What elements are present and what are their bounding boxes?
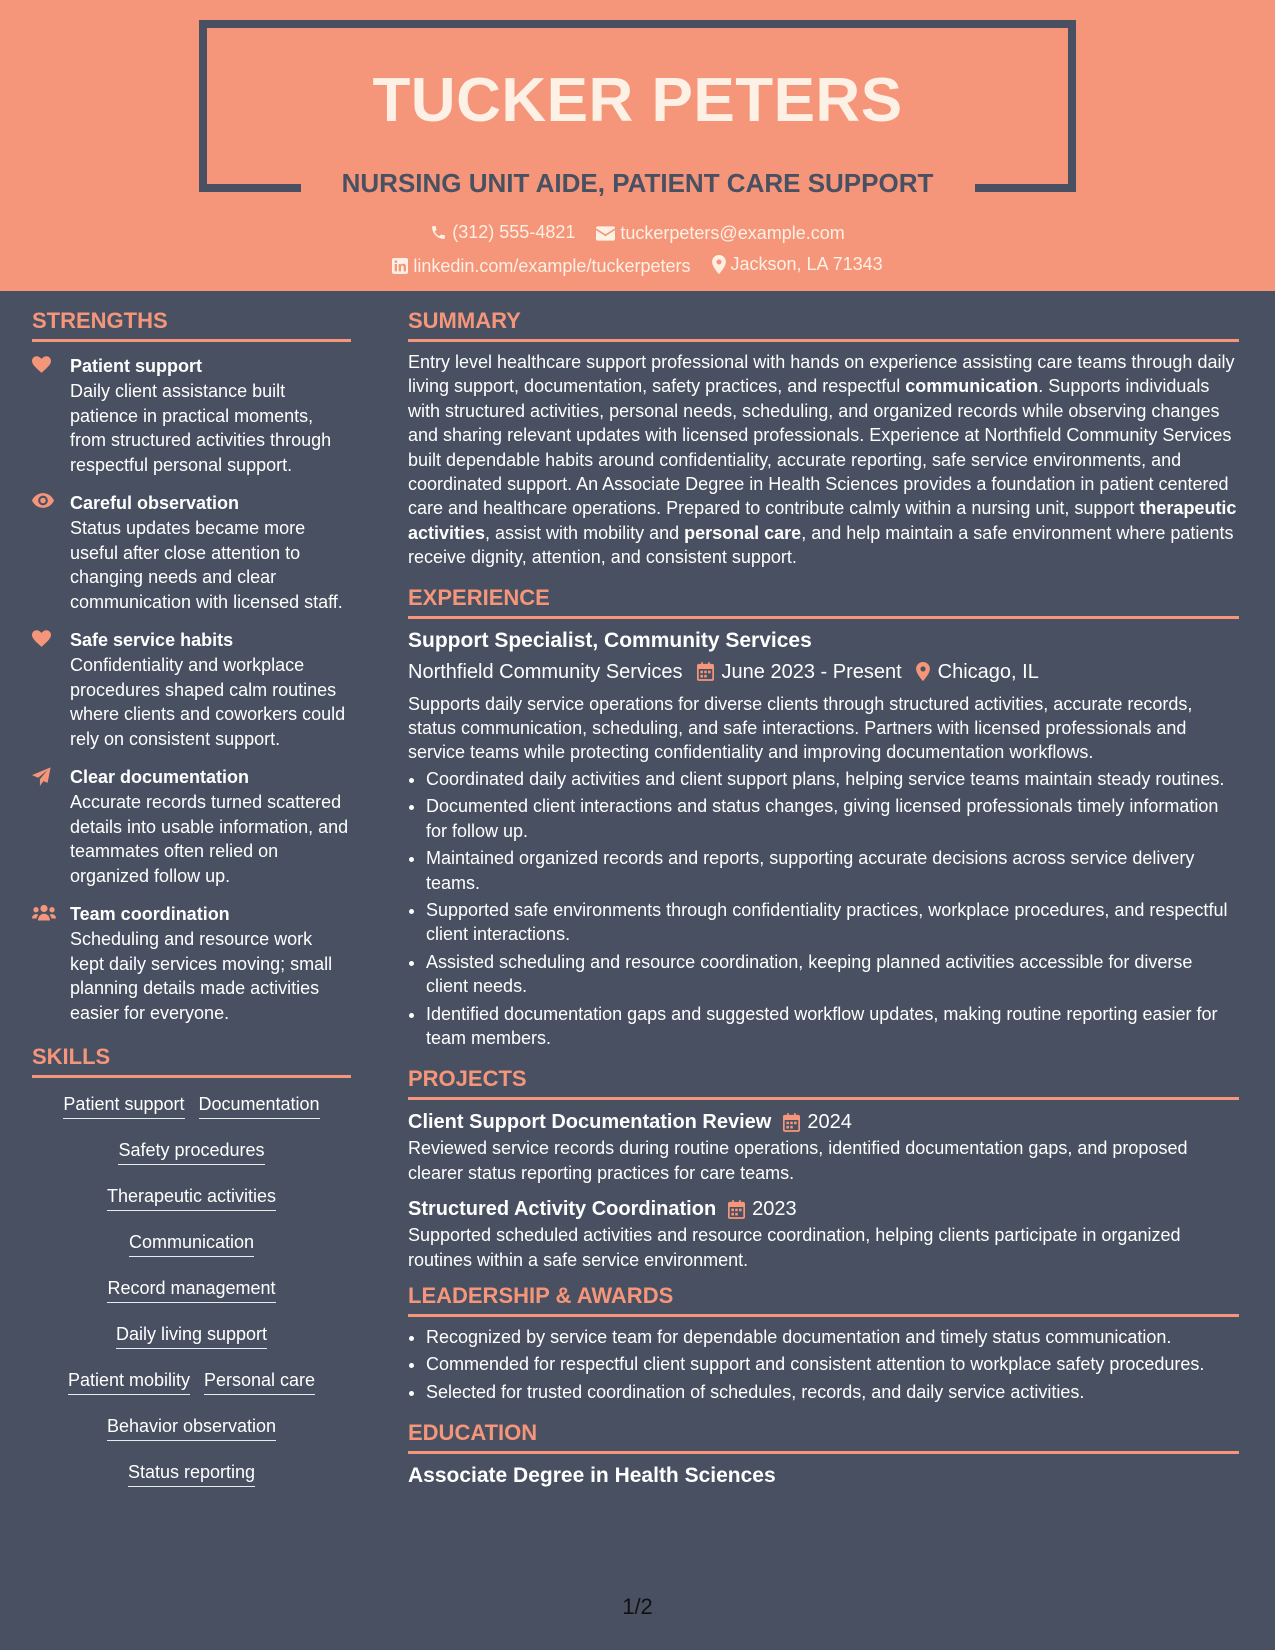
- linkedin-text: linkedin.com/example/tuckerpeters: [413, 255, 691, 276]
- skills-heading: SKILLS: [32, 1043, 351, 1078]
- strength-description: Scheduling and resource work kept daily services moving; small planning details made activities easier for everyone.: [70, 929, 333, 1023]
- skill-tag: Therapeutic activities: [107, 1184, 276, 1211]
- email-contact[interactable]: [596, 221, 844, 245]
- skill-tag: Documentation: [199, 1092, 320, 1119]
- skill-tag: Daily living support: [116, 1322, 267, 1349]
- location-contact: [712, 252, 883, 276]
- company-name: Northfield Community Services: [408, 660, 683, 683]
- summary-keyword: therapeutic activities: [408, 498, 1237, 543]
- projects-heading: PROJECTS: [408, 1065, 1239, 1100]
- project-description: Supported scheduled activities and resource coordination, helping clients participate in organized routines within a safe service environment.: [408, 1225, 1181, 1270]
- strength-description: Daily client assistance built patience in practical moments, from structured activities through respectful personal support.: [70, 381, 332, 475]
- left-column: [32, 291, 351, 1506]
- strength-heading: Team coordination: [70, 904, 230, 924]
- linkedin-contact[interactable]: [392, 254, 690, 278]
- list-item: • Coordinated daily activities and client support plans, helping service teams maintain steady routines.: [426, 767, 1239, 791]
- strength-description: Accurate records turned scattered details into usable information, and teammates often relied on organized follow up.: [70, 792, 349, 886]
- resume-header: [0, 0, 1275, 291]
- location-text: Jackson, LA 71343: [730, 254, 883, 274]
- leadership-heading: LEADERSHIP & AWARDS: [408, 1282, 1239, 1317]
- skill-tag: Patient mobility: [68, 1368, 190, 1395]
- strength-item: [32, 354, 351, 477]
- project-description: Reviewed service records during routine operations, identified documentation gaps, and proposed clearer status reporting practices for care teams.: [408, 1138, 1188, 1183]
- skill-tag: Behavior observation: [107, 1414, 276, 1441]
- strength-item: [32, 902, 351, 1025]
- job-bullets: [408, 767, 1239, 1050]
- contact-row-2: [0, 252, 1275, 280]
- strength-heading: Clear documentation: [70, 767, 250, 787]
- skill-tag: Safety procedures: [118, 1138, 264, 1165]
- eye-icon: [32, 493, 54, 508]
- right-column: [408, 291, 1239, 1490]
- job-dates: June 2023 - Present: [697, 658, 902, 686]
- list-item: • Maintained organized records and reports, supporting accurate decisions across service delivery teams.: [426, 846, 1239, 895]
- heart-icon: [32, 630, 51, 647]
- project-heading: [408, 1195, 1239, 1223]
- skill-tag: Record management: [107, 1276, 275, 1303]
- skill-tag: Status reporting: [128, 1460, 255, 1487]
- education-degree: Associate Degree in Health Sciences: [408, 1464, 776, 1488]
- list-item: • Assisted scheduling and resource coordination, keeping planned activities accessible for diverse client needs.: [426, 950, 1239, 999]
- calendar-icon: [728, 1200, 745, 1219]
- project-name: Structured Activity Coordination: [408, 1198, 717, 1221]
- phone-icon: [430, 224, 447, 241]
- users-icon: [32, 904, 56, 921]
- skill-tag: Personal care: [204, 1368, 315, 1395]
- calendar-icon: [697, 662, 714, 681]
- summary-text: Entry level healthcare support professional with hands on experience assisting care teams through daily living support, documentation, safety practices, and respectful communication. Supports individuals with structured activities, personal needs, scheduling, and organized records while observing changes and sharing relevant updates with licensed professionals. Experience at Northfield Community Services built dependable habits around confidentiality, accurate reporting, safe service environments, and coordinated support. An Associate Degree in Health Sciences provides a foundation in patient centered care and healthcare operations. Prepared to contribute calmly within a nursing unit, support therapeutic activities, assist with mobility and personal care, and help maintain a safe environment where patients receive dignity, attention, and consistent support.: [408, 352, 1237, 568]
- education-heading: EDUCATION: [408, 1419, 1239, 1454]
- list-item: • Identified documentation gaps and suggested workflow updates, making routine reporting easier for team members.: [426, 1002, 1239, 1051]
- list-item: • Recognized by service team for dependable documentation and timely status communication.: [426, 1325, 1239, 1349]
- page-number: 1/2: [622, 1594, 653, 1619]
- phone-text: (312) 555-4821: [452, 222, 576, 242]
- job-description: Supports daily service operations for diverse clients through structured activities, accurate records, status communication, scheduling, and safe interactions. Partners with licensed professionals and service teams while protecting confidentiality and improving documentation workflows.: [408, 693, 1193, 763]
- strength-heading: Patient support: [70, 356, 203, 376]
- list-item: • Selected for trusted coordination of schedules, records, and daily service activities.: [426, 1380, 1239, 1404]
- map-pin-icon: [712, 255, 726, 274]
- leadership-bullets: [408, 1325, 1239, 1404]
- phone-contact[interactable]: [430, 220, 575, 244]
- calendar-icon: [783, 1113, 800, 1132]
- candidate-title: NURSING UNIT AIDE, PATIENT CARE SUPPORT: [341, 168, 934, 198]
- strength-heading: Safe service habits: [70, 630, 234, 650]
- strength-item: [32, 765, 351, 888]
- email-text: tuckerpeters@example.com: [620, 223, 845, 243]
- skills-list: [32, 1086, 351, 1487]
- map-pin-icon: [916, 662, 930, 681]
- summary-heading: SUMMARY: [408, 307, 1239, 342]
- strength-item: [32, 491, 351, 614]
- linkedin-icon: [392, 258, 408, 274]
- skill-tag: Patient support: [63, 1092, 184, 1119]
- project-heading: [408, 1108, 1239, 1136]
- summary-keyword: communication: [905, 376, 1039, 397]
- candidate-name: TUCKER PETERS: [372, 66, 903, 135]
- strength-heading: Careful observation: [70, 493, 240, 513]
- paper-plane-icon: [32, 767, 51, 786]
- list-item: • Documented client interactions and status changes, giving licensed professionals timely information for follow up.: [426, 794, 1239, 843]
- heart-icon: [32, 356, 51, 373]
- project-name: Client Support Documentation Review: [408, 1111, 772, 1134]
- strength-item: [32, 628, 351, 751]
- job-location: Chicago, IL: [916, 658, 1039, 686]
- strengths-heading: STRENGTHS: [32, 307, 351, 342]
- list-item: • Commended for respectful client support and consistent attention to workplace safety procedures.: [426, 1352, 1239, 1376]
- contact-row-1: [0, 220, 1275, 247]
- skill-tag: Communication: [129, 1230, 254, 1257]
- project-year: 2023: [728, 1195, 797, 1223]
- experience-heading: EXPERIENCE: [408, 584, 1239, 619]
- project-year: 2024: [783, 1108, 852, 1136]
- job-meta: [408, 658, 1239, 686]
- job-role: Support Specialist, Community Services: [408, 628, 812, 652]
- strength-description: Confidentiality and workplace procedures shaped calm routines where clients and coworkers could rely on consistent support.: [70, 655, 346, 749]
- strength-description: Status updates became more useful after close attention to changing needs and clear communication with licensed staff.: [70, 518, 343, 612]
- envelope-icon: [596, 226, 615, 241]
- list-item: • Supported safe environments through confidentiality practices, workplace procedures, and respectful client interactions.: [426, 898, 1239, 947]
- summary-keyword: personal care: [684, 522, 802, 543]
